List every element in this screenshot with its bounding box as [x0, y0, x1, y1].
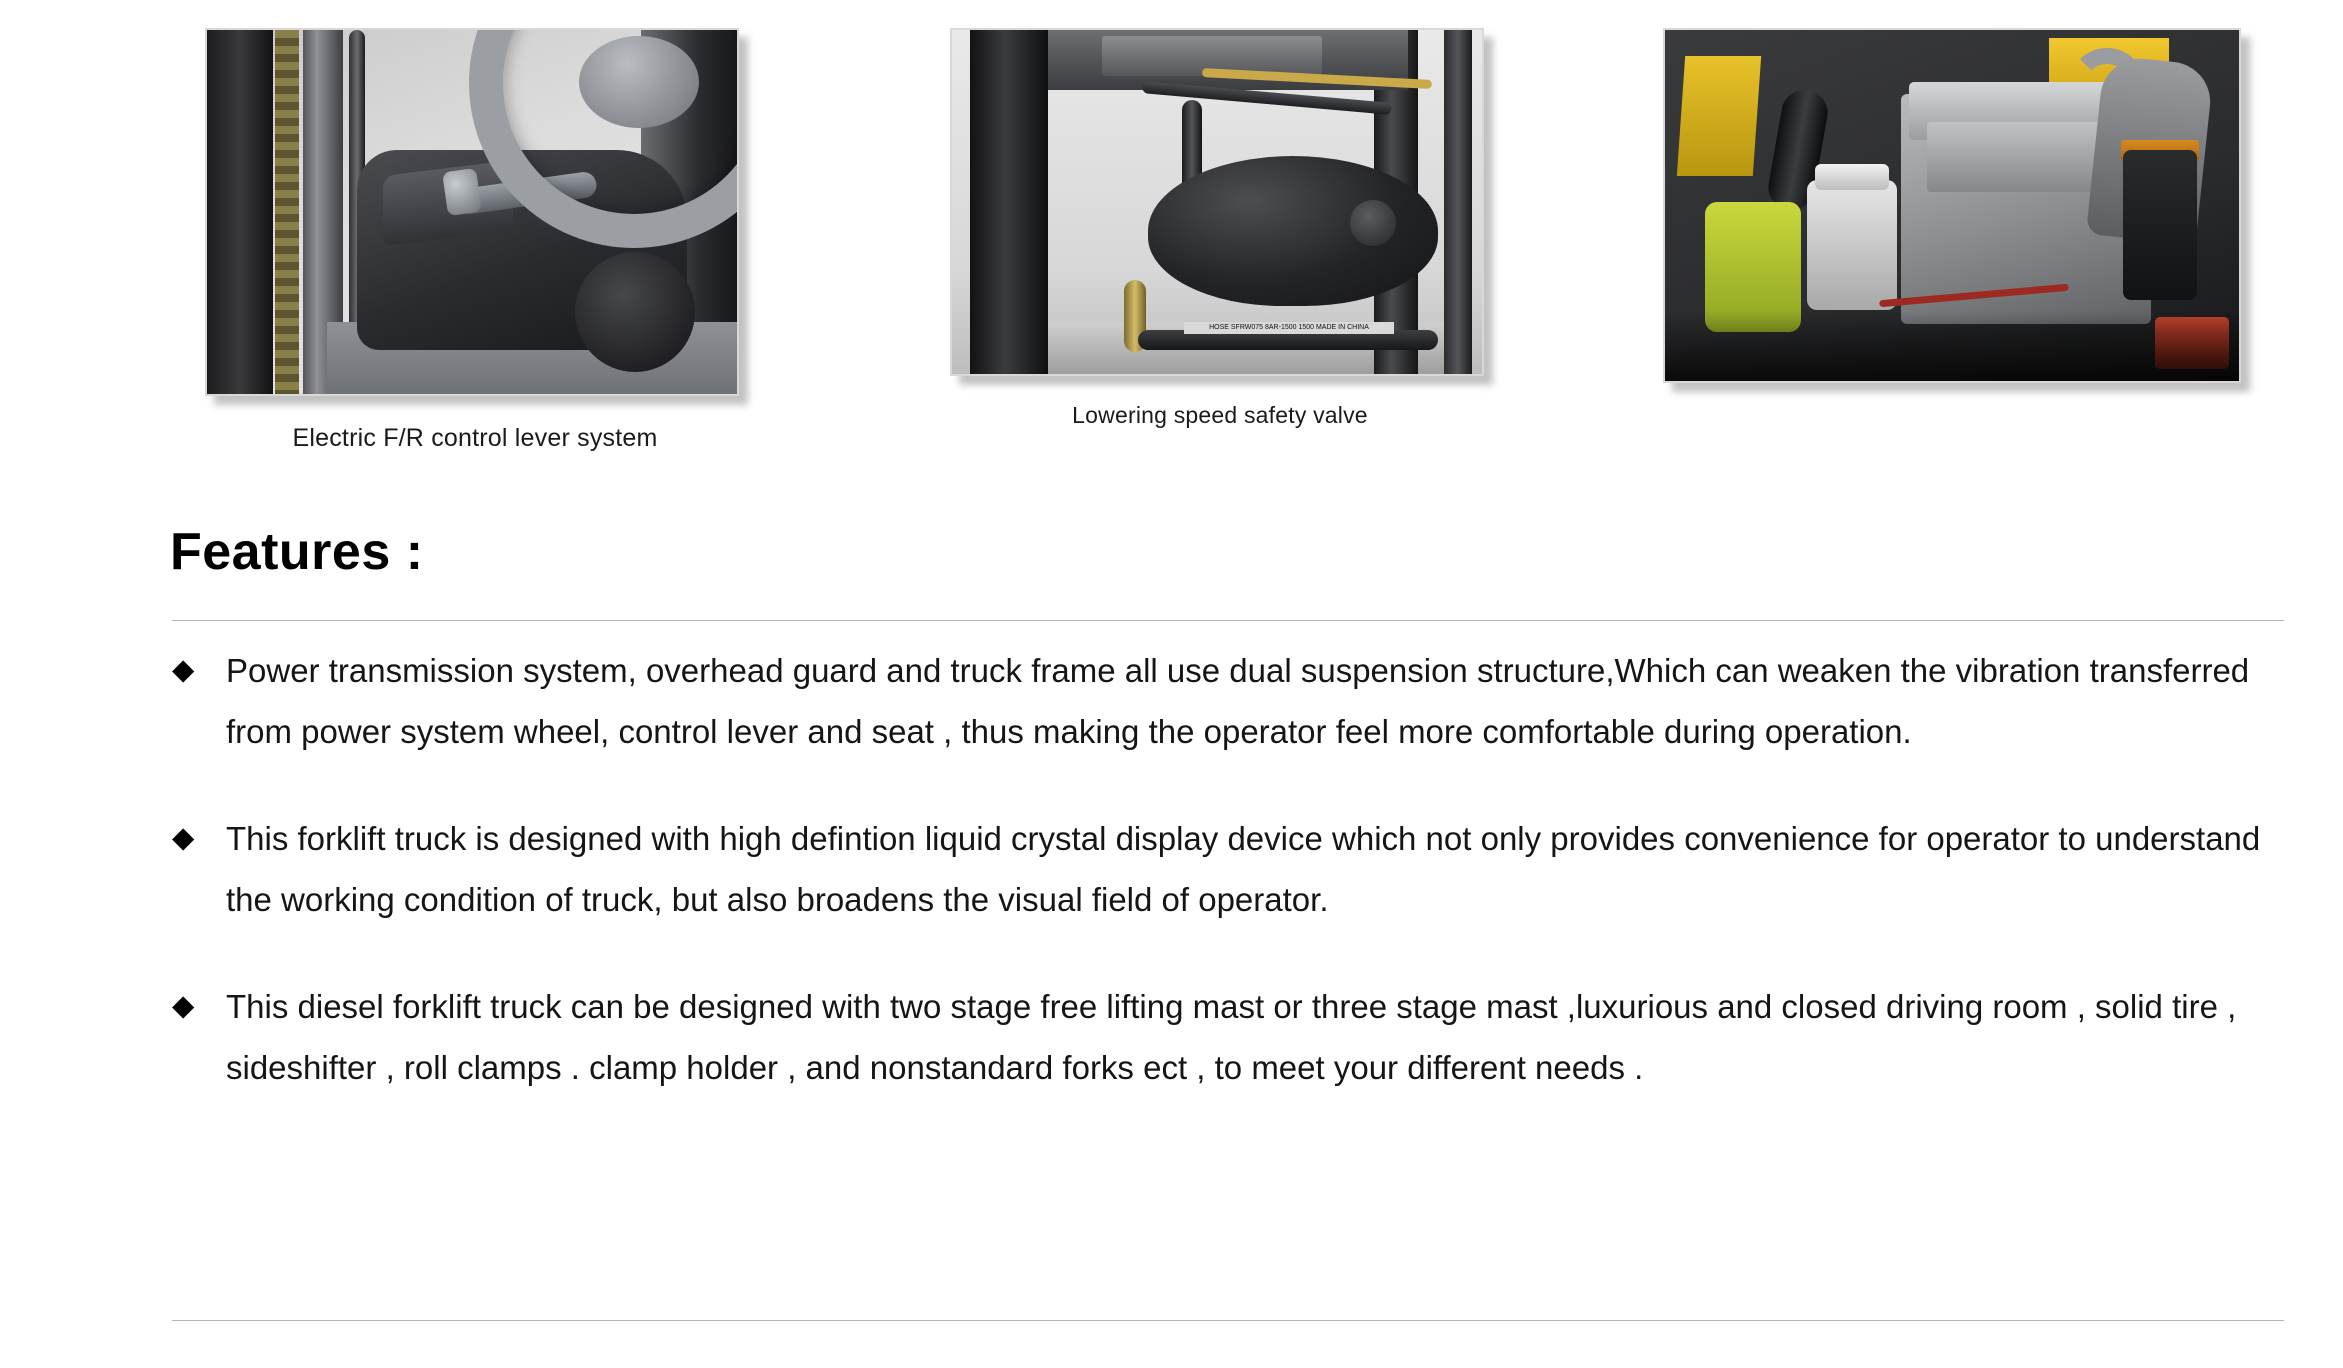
- photo-block-safety-valve: [950, 28, 1490, 429]
- hose-label: HOSE SFRW075 8AR-1500 1500 MADE IN CHINA: [1184, 322, 1394, 334]
- safety-valve-illustration: [952, 30, 1482, 374]
- list-item: [172, 976, 2292, 1098]
- lever-knob-shape: [442, 168, 482, 216]
- valve-cap-shape: [1350, 200, 1396, 246]
- diesel-engine-photo: [1663, 28, 2241, 383]
- divider-top: [172, 620, 2284, 621]
- mast-left-shape: [207, 30, 273, 394]
- photo-caption: Lowering speed safety valve: [1072, 402, 1368, 428]
- list-item-text: This forklift truck is designed with high defintion liquid crystal display device which not only provides convenience for operator to understand the working condition of truck, but also broadens the visual field of operator.: [226, 820, 2261, 918]
- list-item: [172, 808, 2292, 930]
- list-item-text: This diesel forklift truck can be designed with two stage free lifting mast or three stage mast ,luxurious and closed driving room , solid tire , sideshifter , roll clamps . clamp holder , and nonstandard forks ect , to meet your different needs .: [226, 988, 2237, 1086]
- fuel-filter-shape: [1807, 180, 1897, 310]
- yellow-panel-left-shape: [1677, 56, 1761, 176]
- photo-gallery-row: [0, 28, 2343, 498]
- photo-block-control-lever: [205, 28, 745, 453]
- oil-filter-shape: [2123, 150, 2197, 300]
- tire-shape: [575, 252, 695, 372]
- photo-block-engine: [1663, 28, 2243, 407]
- steering-wheel-hub-shape: [579, 36, 699, 128]
- electric-fr-control-lever-photo: [205, 28, 739, 396]
- control-lever-illustration: [207, 30, 737, 394]
- engine-illustration: [1665, 30, 2239, 381]
- lowering-speed-safety-valve-photo: [950, 28, 1484, 376]
- photo-caption: Electric F/R control lever system: [292, 424, 658, 452]
- fuel-filter-cap-shape: [1815, 164, 1889, 190]
- diamond-bullet-icon: ◆: [172, 990, 195, 1022]
- mast-post-left-shape: [970, 30, 1048, 374]
- page-title: Features :: [170, 523, 424, 581]
- engine-bay-shadow: [1665, 311, 2239, 381]
- list-item-text: Power transmission system, overhead guard and truck frame all use dual suspension structure,Which can weaken the vibration transferred from power system wheel, control lever and seat , thus making the operator feel more comfortable during operation.: [226, 652, 2250, 750]
- diamond-bullet-icon: ◆: [172, 822, 195, 854]
- list-item: [172, 640, 2292, 762]
- divider-bottom: [172, 1320, 2284, 1321]
- mast-post-right-inner-shape: [1444, 30, 1472, 374]
- features-list: [172, 640, 2292, 1098]
- diamond-bullet-icon: ◆: [172, 654, 195, 686]
- mast-chain-shape: [275, 30, 299, 394]
